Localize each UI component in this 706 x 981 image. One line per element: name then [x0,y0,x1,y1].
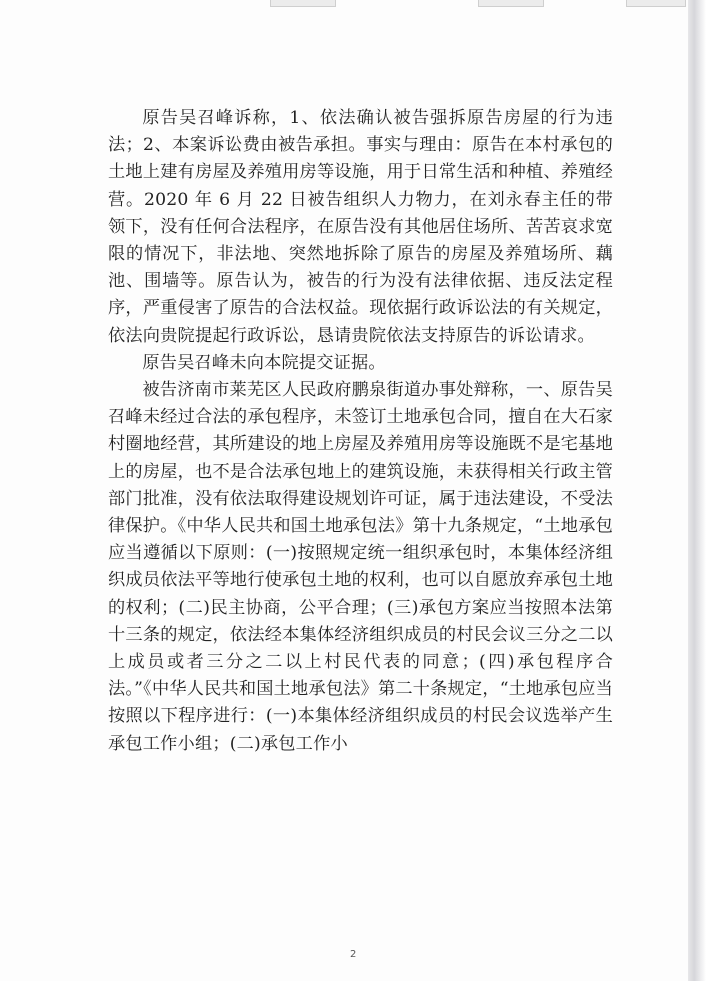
paragraph-plaintiff-evidence: 原告吴召峰未向本院提交证据。 [142,352,386,373]
paragraph-defendant-defense: 被告济南市莱芜区人民政府鹏泉街道办事处辩称，一、原告吴召峰未经过合法的承包程序，未签订土地承包合同，擅自在大石家村圈地经营，其所建设的地上房屋及养殖用房等设施既不是宅基地上的房屋，也不是合法承包地上的建筑设施，未获得相关行政主管部门批准，没有依法取得建设规划许可证，属于违法建设，不受法律保护。《中华人民共和国土地承包法》第十九条规定，“土地承包应当遵循以下原则：(一)按照规定统一组织承包时，本集体经济组织成员依法平等地行使承包土地的权利，也可以自愿放弃承包土地的权利；(二)民主协商，公平合理；(三)承包方案应当按照本法第十三条的规定，依法经本集体经济组织成员的村民会议三分之二以上成员或者三分之二以上村民代表的同意；(四)承包程序合法。”《中华人民共和国土地承包法》第二十条规定，“土地承包应当按照以下程序进行：(一)本集体经济组织成员的村民会议选举产生承包工作小组；(二)承包工作小 [108,380,614,754]
paragraph-plaintiff-claims: 原告吴召峰诉称，1、依法确认被告强拆原告房屋的行为违法；2、本案诉讼费由被告承担。事实与理由：原告在本村承包的土地上建有房屋及养殖用房等设施，用于日常生活和种植、养殖经营。2020 年 6 月 22 日被告组织人力物力，在刘永春主任的带领下，没有任何合法程序，在原告没有其他居住场所、苦苦哀求宽限的情况下，非法地、突然地拆除了原告的房屋及养殖场所、藕池、围墙等。原告认为，被告的行为没有法律依据、违反法定程序，严重侵害了原告的合法权益。现依据行政诉讼法的有关规定，依法向贵院提起行政诉讼，恳请贵院依法支持原告的诉讼请求。 [108,108,613,346]
toolbar-tab[interactable] [478,0,544,7]
toolbar-tab[interactable] [626,0,686,7]
page-number: 2 [350,949,357,960]
viewer-scroll-strip [688,0,706,981]
document-body [108,105,613,758]
toolbar-tab[interactable] [270,0,336,7]
